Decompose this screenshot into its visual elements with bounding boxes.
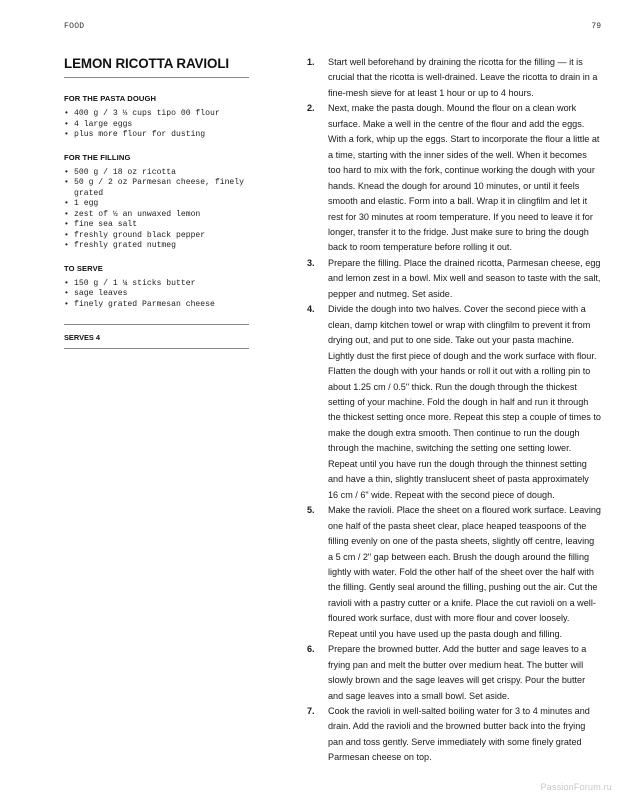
title-divider	[64, 77, 249, 78]
bullet-icon: •	[64, 289, 69, 298]
ingredient-item	[64, 199, 249, 210]
page-number: 79	[591, 22, 601, 31]
method-step	[307, 55, 601, 101]
bullet-icon: •	[64, 167, 69, 177]
ingredient-item	[64, 168, 249, 179]
method-step	[307, 101, 601, 256]
ingredient-text: 400 g / 3 ⅓ cups tipo 00 flour	[74, 109, 220, 118]
ingredient-text: fine sea salt	[74, 220, 138, 229]
section-label: FOOD	[64, 22, 85, 31]
ingredient-item	[64, 130, 249, 141]
ingredient-text: 500 g / 18 oz ricotta	[74, 167, 176, 177]
step-text: Make the ravioli. Place the sheet on a floured work surface. Leaving one half of the pasta sheet clear, place heaped teaspoons of the filling evenly on one of the pasta sheets, slightly off centre, leaving a 5 cm / 2" gap between each. Brush the dough around the filling lightly with water. Fold the other half of the sheet over the half with the filling. Gently seal around the filling, pushing out the air. Cut the ravioli with a pastry cutter or a knife. Place the cut ravioli on a well-floured work surface, dust with more flour and cover loosely. Repeat until you have used up the pasta dough and filling.	[328, 505, 601, 639]
ingredient-list-to-serve	[64, 279, 249, 311]
ingredients-column	[64, 56, 249, 349]
ingredient-list-pasta-dough	[64, 109, 249, 141]
step-number: 4.	[307, 304, 315, 315]
bullet-icon: •	[64, 119, 69, 129]
ingredient-item	[64, 220, 249, 231]
bullet-icon: •	[64, 199, 69, 208]
ingredient-text: plus more flour for dusting	[74, 130, 206, 139]
ingredient-text: zest of ½ an unwaxed lemon	[74, 209, 201, 219]
bullet-icon: •	[64, 220, 69, 229]
method-step	[307, 503, 601, 642]
ingredient-item	[64, 109, 249, 120]
method-step	[307, 302, 601, 503]
ingredient-item	[64, 120, 249, 131]
bullet-icon: •	[64, 209, 69, 219]
serves-label: SERVES 4	[64, 333, 101, 342]
method-step	[307, 704, 601, 766]
section-heading-filling: FOR THE FILLING	[64, 152, 131, 162]
method-steps	[307, 55, 601, 766]
ingredient-item	[64, 279, 249, 290]
ingredient-text: freshly ground black pepper	[74, 230, 206, 240]
ingredient-text: 1 egg	[74, 199, 99, 208]
serves-divider-bottom	[64, 348, 249, 349]
bullet-icon: •	[64, 299, 69, 309]
step-number: 6.	[307, 644, 315, 655]
serves-divider-top	[64, 324, 249, 325]
step-number: 3.	[307, 257, 315, 268]
ingredient-text: sage leaves	[74, 289, 128, 298]
step-text: Start well beforehand by draining the ricotta for the filling — it is crucial that the ricotta is well-drained. Leave the ricotta to drain in a fine-mesh sieve for at least 1 hour or up to 4 hours.	[328, 57, 598, 98]
method-step	[307, 642, 601, 704]
step-text: Divide the dough into two halves. Cover the second piece with a clean, damp kitchen towel or wrap with clingfilm to prevent it from drying out, and put to one side. Take out your pasta machine. Lightly dust the first piece of dough and the work surface with flour. Flatten the dough with your hands or roll it out with a rolling pin to about 1.25 cm / 0.5" thick. Run the dough through the thickest setting of your machine. Fold the dough in half and run it through the thickest setting once more. Repeat this step a couple of times to make the dough extra smooth. Then continue to run the dough through the machine, switching the setting one setting lower. Repeat until you have run the dough through the thinnest setting and have a thin, slightly translucent sheet of pasta approximately 16 cm / 6" wide. Repeat with the second piece of dough.	[328, 304, 601, 500]
method-step	[307, 256, 601, 302]
step-text: Next, make the pasta dough. Mound the flour on a clean work surface. Make a well in the centre of the flour and add the eggs. With a fork, whip up the eggs. Start to incorporate the flour a little at a time, starting with the inner sides of the well. When it becomes too hard to mix with the fork, continue working the dough with your hands. Knead the dough for around 10 minutes, or until it feels smooth and elastic. Form into a ball. Wrap it in clingfilm and let it rest for 30 minutes at room temperature. If you need to leave it for longer, transfer it to the fridge. Just make sure to bring the dough back to room temperature before rolling it out.	[328, 103, 600, 253]
section-heading-pasta-dough: FOR THE PASTA DOUGH	[64, 94, 157, 103]
bullet-icon: •	[64, 178, 69, 187]
ingredient-text: 4 large eggs	[74, 119, 133, 129]
watermark: PassionForum.ru	[540, 782, 612, 792]
ingredient-item	[64, 289, 249, 300]
ingredient-text: 150 g / 1 ¼ sticks butter	[74, 278, 196, 288]
bullet-icon: •	[64, 278, 69, 288]
ingredient-text: 50 g / 2 oz Parmesan cheese, finely grated	[74, 178, 244, 198]
bullet-icon: •	[64, 241, 69, 250]
step-text: Prepare the browned butter. Add the butter and sage leaves to a frying pan and melt the butter over medium heat. The butter will slowly brown and the sage leaves will get crispy. Pour the butter and sage leaves into a small bowl. Set aside.	[328, 644, 587, 701]
ingredient-list-filling	[64, 168, 249, 252]
bullet-icon: •	[64, 130, 69, 139]
ingredient-item	[64, 210, 249, 221]
step-text: Cook the ravioli in well-salted boiling water for 3 to 4 minutes and drain. Add the ravioli and the browned butter back into the frying pan and toss gently. Serve immediately with some finely grated Parmesan cheese on top.	[328, 706, 590, 763]
method-column	[307, 55, 601, 766]
bullet-icon: •	[64, 109, 69, 118]
step-number: 5.	[307, 505, 315, 516]
step-number: 1.	[307, 57, 315, 67]
recipe-title: LEMON RICOTTA RAVIOLI	[64, 56, 230, 71]
ingredient-text: finely grated Parmesan cheese	[74, 299, 215, 309]
step-text: Prepare the filling. Place the drained ricotta, Parmesan cheese, egg and lemon zest in a bowl. Mix well and season to taste with the salt, pepper and nutmeg. Set aside.	[328, 257, 601, 299]
step-number: 2.	[307, 103, 315, 114]
ingredient-text: freshly grated nutmeg	[74, 241, 176, 250]
ingredient-item	[64, 241, 249, 252]
section-heading-to-serve: TO SERVE	[64, 263, 103, 273]
ingredient-item	[64, 178, 249, 199]
bullet-icon: •	[64, 230, 69, 240]
ingredient-item	[64, 231, 249, 242]
step-number: 7.	[307, 706, 315, 717]
page-header	[64, 22, 601, 36]
ingredient-item	[64, 300, 249, 311]
